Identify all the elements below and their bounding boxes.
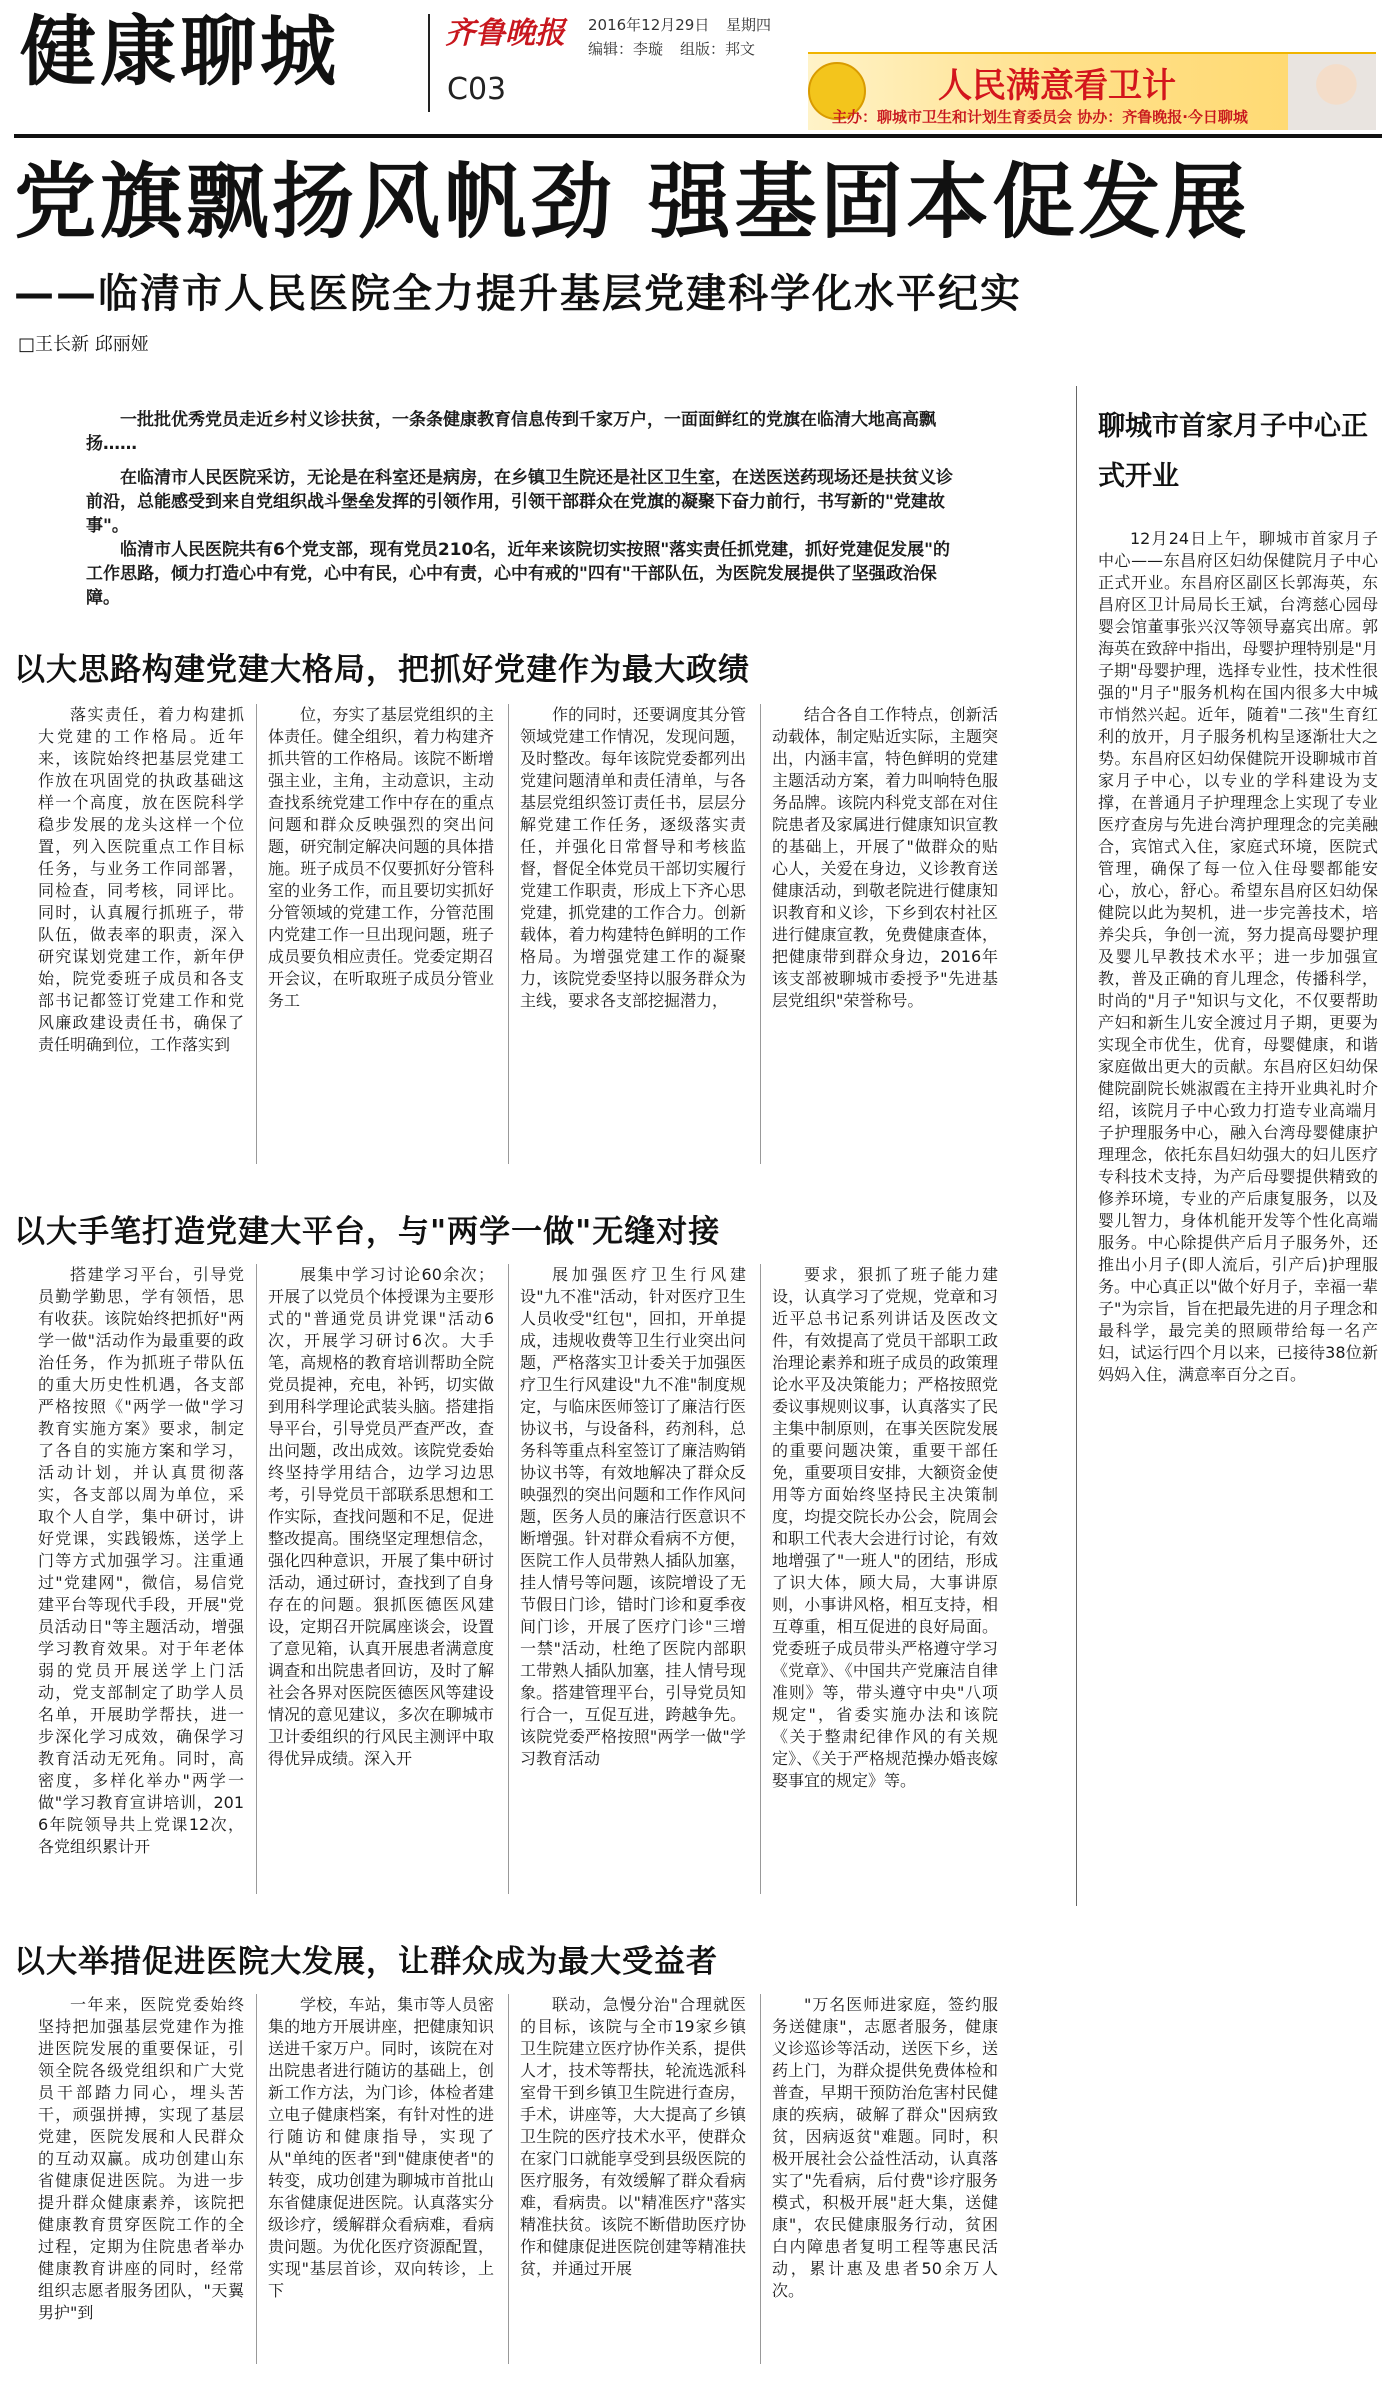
article-column: 联动，急慢分治"合理就医的目标，该院与全市19家乡镇卫生院建立医疗协作关系，提供人才，技术等帮扶，轮流选派科室骨干到乡镇卫生院进行查房，手术，讲座等，大大提高了乡镇卫生院的医疗技术水平，使群众在家门口就能享受到县级医院的医疗服务，有效缓解了群众看病难，看病贵。以"精准医疗"落实精准扶贫。该院不断借助医疗协作和健康促进医院创建等精准扶贫，并通过开展 xyxy=(520,1995,746,2278)
nurse-photo xyxy=(1288,54,1376,130)
section-heading: 以大举措促进医院大发展，让群众成为最大受益者 xyxy=(14,1944,718,1980)
article-column: 位，夯实了基层党组织的主体责任。健全组织，着力构建齐抓共管的工作格局。该院不断增强主业，主角，主动意识，主动查找系统党建工作中存在的重点问题和群众反映强烈的突出问题，研究制定解决问题的具体措施。班子成员不仅要抓好分管科室的业务工作，而且要切实抓好分管领域的党建工作，分管范围内党建工作一旦出现问题，班子成员要负相应责任。党委定期召开会议，在听取班子成员分管业务工 xyxy=(268,705,494,1010)
article-subheadline: ——临清市人民医院全力提升基层党建科学化水平纪实 xyxy=(14,271,1022,317)
masthead-divider xyxy=(428,14,430,112)
banner-title: 人民满意看卫计 xyxy=(938,66,1176,106)
column-rule xyxy=(256,704,257,1164)
sidebar-rule xyxy=(1076,386,1077,1906)
article-column: 学校，车站，集市等人员密集的地方开展讲座，把健康知识送进千家万户。同时，该院在对出院患者进行随访的基础上，创新工作方法，为门诊，体检者建立电子健康档案，有针对性的进行随访和健康指导，实现了从"单纯的医者"到"健康使者"的转变，成功创建为聊城市首批山东省健康促进医院。认真落实分级诊疗，缓解群众看病难，看病贵问题。为优化医疗资源配置，实现"基层首诊，双向转诊，上下 xyxy=(268,1995,494,2300)
issue-weekday: 星期四 xyxy=(726,16,772,34)
section-heading: 以大思路构建党建大格局，把抓好党建作为最大政绩 xyxy=(14,652,750,688)
sidebar-body: 12月24日上午，聊城市首家月子中心——东昌府区妇幼保健院月子中心正式开业。东昌府区副区长郭海英，东昌府区卫计局局长王斌，台湾慈心园母婴会馆董事张兴汉等领导嘉宾出席。郭海英在致辞中指出，母婴护理特别是"月子期"母婴护理，选择专业性，技术性很强的"月子"服务机构在国内很多大中城市悄然兴起。近年，随着"二孩"生育红利的放开，月子服务机构呈逐渐壮大之势。东昌府区妇幼保健院开设聊城市首家月子中心，以专业的学科建设为支撑，在普通月子护理理念上实现了专业医疗查房与先进台湾护理理念的完美融合，宾馆式入住，家庭式环境，医院式管理，确保了每一位入住母婴都能安心，放心，舒心。希望东昌府区妇幼保健院以此为契机，进一步完善技术，培养尖兵，争创一流，努力提高母婴护理及婴儿早教技术水平；进一步加强宣教，普及正确的育儿理念，传播科学，时尚的"月子"知识与文化，不仅要帮助产妇和新生儿安全渡过月子期，更要为实现全市优生，优育，母婴健康，和谐家庭做出更大的贡献。东昌府区妇幼保健院副院长姚淑霞在主持开业典礼时介绍，该院月子中心致力打造专业高端月子护理服务中心，融入台湾母婴健康护理理念，依托东昌妇幼强大的妇儿医疗专科技术支持，为产后母婴提供精致的修养环境，专业的产后康复服务，以及婴儿智力，身体机能开发等个性化高端服务。中心除提供产后月子服务外，还推出小月子(即人流后，引产后)护理服务。中心真正以"做个好月子，幸福一辈子"为宗旨，旨在把最先进的月子理念和最科学，最完美的照顾带给每一名产妇，试运行四个月以来，已接待38位新妈妈入住，满意率百分之百。 xyxy=(1098,529,1378,1384)
section-heading: 以大手笔打造党建大平台，与"两学一做"无缝对接 xyxy=(14,1214,721,1250)
layout-credit: 组版：邦文 xyxy=(680,40,756,58)
header-rule xyxy=(14,134,1382,138)
article-byline: □王长新 邱丽娅 xyxy=(18,334,149,355)
article-headline: 党旗飘扬风帆劲 强基固本促发展 xyxy=(14,155,1251,250)
article-column: 作的同时，还要调度其分管领域党建工作情况，发现问题，及时整改。每年该院党委都列出党建问题清单和责任清单，与各基层党组织签订责任书，层层分解党建工作任务，逐级落实责任，并强化日常督导和考核监督，督促全体党员干部切实履行党建工作职责，形成上下齐心思党建，抓党建的工作合力。创新载体，着力构建特色鲜明的工作格局。为增强党建工作的凝聚力，该院党委坚持以服务群众为主线，要求各支部挖掘潜力， xyxy=(520,705,746,1010)
intro-paragraph: 临清市人民医院共有6个党支部，现有党员210名，近年来该院切实按照"落实责任抓党建，抓好党建促发展"的工作思路，倾力打造心中有党，心中有民，心中有责，心中有戒的"四有"干部队伍，为医院发展提供了坚强政治保障。 xyxy=(86,540,951,608)
article-column: 一年来，医院党委始终坚持把加强基层党建作为推进医院发展的重要保证，引领全院各级党组织和广大党员干部踏力同心，埋头苦干，顽强拼搏，实现了基层党建，医院发展和人民群众的互动双赢。成功创建山东省健康促进医院。为进一步提升群众健康素养，该院把健康教育贯穿医院工作的全过程，定期为住院患者举办健康教育讲座的同时，经常组织志愿者服务团队，"天翼男护"到 xyxy=(38,1995,244,2322)
article-column: 展集中学习讨论60余次；开展了以党员个体授课为主要形式的"普通党员讲党课"活动6次，开展学习研讨6次。大手笔，高规格的教育培训帮助全院党员提神，充电，补钙，切实做到用科学理论武装头脑。搭建指导平台，引导党员严查严改，查出问题，改出成效。该院党委始终坚持学用结合，边学习边思考，引导党员干部联系思想和工作实际，查找问题和不足，促进整改提高。围绕坚定理想信念，强化四种意识，开展了集中研讨活动，通过研讨，查找到了自身存在的问题。狠抓医德医风建设，定期召开院属座谈会，设置了意见箱，认真开展患者满意度调查和出院患者回访，及时了解社会各界对医院医德医风等建设情况的意见建议，多次在聊城市卫计委组织的行风民主测评中取得优异成绩。深入开 xyxy=(268,1265,494,1768)
campaign-banner xyxy=(808,52,1376,130)
column-rule xyxy=(760,704,761,1164)
article-column: 要求，狠抓了班子能力建设，认真学习了党规，党章和习近平总书记系列讲话及医改文件，有效提高了党员干部职工政治理论素养和班子成员的政策理论水平及决策能力；严格按照党委议事规则议事，认真落实了民主集中制原则，在事关医院发展的重要问题决策，重要干部任免，重要项目安排，大额资金使用等方面始终坚持民主决策制度，均提交院长办公会，院周会和职工代表大会进行讨论，有效地增强了"一班人"的团结，形成了识大体，顾大局，大事讲原则，小事讲风格，相互支持，相互尊重，相互促进的良好局面。党委班子成员带头严格遵守学习《党章》、《中国共产党廉洁自律准则》等，带头遵守中央"八项规定"，省委实施办法和该院《关于整肃纪律作风的有关规定》、《关于严格规范操办婚丧嫁娶事宜的规定》等。 xyxy=(772,1265,998,1790)
intro-paragraph: 在临清市人民医院采访，无论是在科室还是病房，在乡镇卫生院还是社区卫生室，在送医送药现场还是扶贫义诊前沿，总能感受到来自党组织战斗堡垒发挥的引领作用，引领干部群众在党旗的凝聚下奋力前行，书写新的"党建故事"。 xyxy=(86,468,953,536)
column-rule xyxy=(508,704,509,1164)
column-rule xyxy=(760,1994,761,2364)
intro-paragraph: 一批批优秀党员走近乡村义诊扶贫，一条条健康教育信息传到千家万户，一面面鲜红的党旗在临清大地高高飘扬…… xyxy=(86,410,936,454)
column-rule xyxy=(760,1264,761,1894)
column-rule xyxy=(256,1994,257,2364)
column-rule xyxy=(508,1994,509,2364)
article-column: 搭建学习平台，引导党员勤学勤思，学有领悟，思有收获。该院始终把抓好"两学一做"活动作为最重要的政治任务，作为抓班子带队伍的重大历史性机遇，各支部严格按照《"两学一做"学习教育实施方案》要求，制定了各自的实施方案和学习，活动计划，并认真贯彻落实，各支部以周为单位，采取个人自学，集中研讨，讲好党课，实践锻炼，送学上门等方式加强学习。注重通过"党建网"，微信，易信党建平台等现代手段，开展"党员活动日"等主题活动，增强学习教育效果。对于年老体弱的党员开展送学上门活动，党支部制定了助学人员名单，开展助学帮扶，进一步深化学习成效，确保学习教育活动无死角。同时，高密度，多样化举办"两学一做"学习教育宣讲培训，2016年院领导共上党课12次，各党组织累计开 xyxy=(38,1265,244,1856)
column-rule xyxy=(256,1264,257,1894)
newspaper-logo: 齐鲁晚报 xyxy=(445,16,565,51)
column-rule xyxy=(508,1264,509,1894)
sidebar-title: 聊城市首家月子中心正式开业 xyxy=(1098,411,1368,492)
article-column: 展加强医疗卫生行风建设"九不准"活动，针对医疗卫生人员收受"红包"，回扣，开单提成，违规收费等卫生行业突出问题，严格落实卫计委关于加强医疗卫生行风建设"九不准"制度规定，与临床医师签订了廉洁行医协议书，与设备科，药剂科，总务科等重点科室签订了廉洁购销协议书等，有效地解决了群众反映强烈的突出问题和工作作风问题，医务人员的廉洁行医意识不断增强。针对群众看病不方便，医院工作人员带熟人插队加塞，挂人情号等问题，该院增设了无节假日门诊，错时门诊和夏季夜间门诊，开展了医疗门诊"三增一禁"活动，杜绝了医院内部职工带熟人插队加塞，挂人情号现象。搭建管理平台，引导党员知行合一，互促互进，跨越争先。该院党委严格按照"两学一做"学习教育活动 xyxy=(520,1265,746,1768)
banner-sponsor: 主办：聊城市卫生和计划生育委员会 协办：齐鲁晚报·今日聊城 xyxy=(832,108,1248,126)
editor-credit: 编辑：李璇 xyxy=(588,40,664,58)
article-column: 落实责任，着力构建抓大党建的工作格局。近年来，该院始终把基层党建工作放在巩固党的执政基础这样一个高度，放在医院科学稳步发展的龙头这样一个位置，列入医院重点工作目标任务，与业务工作同部署，同检查，同考核，同评比。同时，认真履行抓班子，带队伍，做表率的职责，深入研究谋划党建工作，新年伊始，院党委班子成员和各支部书记都签订党建工作和党风廉政建设责任书，确保了责任明确到位，工作落实到 xyxy=(38,705,244,1054)
issue-date: 2016年12月29日 xyxy=(588,16,710,34)
section-title: 健康聊城 xyxy=(20,7,340,96)
article-column: "万名医师进家庭，签约服务送健康"，志愿者服务，健康义诊巡诊等活动，送医下乡，送药上门，为群众提供免费体检和普查，早期干预防治危害村民健康的疾病，破解了群众"因病致贫，因病返贫"难题。同时，积极开展社会公益性活动，认真落实了"先看病，后付费"诊疗服务模式，积极开展"赶大集，送健康"，农民健康服务行动，贫困白内障患者复明工程等惠民活动，累计惠及患者50余万人次。 xyxy=(772,1995,998,2300)
page-number: C03 xyxy=(447,72,507,107)
article-column: 结合各自工作特点，创新活动载体，制定贴近实际，主题突出，内涵丰富，特色鲜明的党建主题活动方案，着力叫响特色服务品牌。该院内科党支部在对住院患者及家属进行健康知识宣教的基础上，开展了"做群众的贴心人，关爱在身边，义诊教育送健康活动，到敬老院进行健康知识教育和义诊，下乡到农村社区进行健康宣教，免费健康查体，把健康带到群众身边，2016年该支部被聊城市委授予"先进基层党组织"荣誉称号。 xyxy=(772,705,998,1010)
